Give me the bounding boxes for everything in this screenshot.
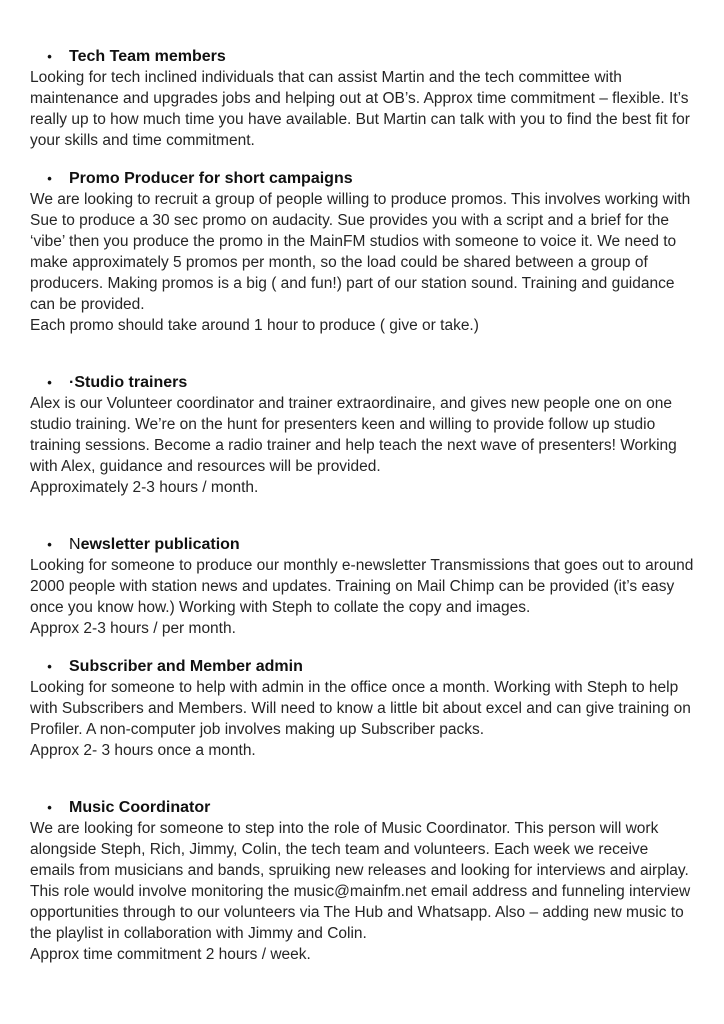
role-heading xyxy=(30,46,694,67)
bullet-icon: • xyxy=(47,800,52,815)
role-sections-list xyxy=(30,46,694,965)
paragraph: We are looking to recruit a group of people willing to produce promos. This involves working with Sue to produce a 30 sec promo on audacity. Sue provides you with a script and a brief for the ‘vibe’ then you produce the promo in the MainFM studios with someone to voice it. We need to make approximately 5 promos per month, so the load could be shared between a group of producers. Making promos is a big ( and fun!) part of our station sound. Training and guidance can be provided. xyxy=(30,191,691,313)
bullet-icon: • xyxy=(47,49,52,64)
role-title xyxy=(69,797,210,818)
bullet-icon: • xyxy=(47,375,52,390)
role-title-text: Promo Producer for short campaigns xyxy=(69,170,353,187)
paragraph: We are looking for someone to step into the role of Music Coordinator. This person will work alongside Steph, Rich, Jimmy, Colin, the tech team and volunteers. Each week we receive emails from musicians and bands, spruiking new releases and looking for interviews and airplay. This role would involve monitoring the music@mainfm.net email address and funneling interview opportunities through to our volunteers via The Hub and Whatsapp. Also – adding new music to the playlist in collaboration with Jimmy and Colin. xyxy=(30,820,691,942)
paragraph: Approx time commitment 2 hours / week. xyxy=(30,946,311,963)
role-section xyxy=(30,168,694,336)
role-title-text: ewsletter publication xyxy=(80,536,240,553)
role-title xyxy=(69,372,187,393)
role-heading xyxy=(30,168,694,189)
role-title-text: Tech Team members xyxy=(69,48,226,65)
role-title xyxy=(69,534,240,555)
paragraph: Looking for someone to produce our monthly e-newsletter Transmissions that goes out to around 2000 people with station news and updates. Training on Mail Chimp can be provided (it’s easy once you know how.) Working with Steph to collate the copy and images. xyxy=(30,557,694,616)
bullet-icon: • xyxy=(47,659,52,674)
paragraph: Looking for someone to help with admin in the office once a month. Working with Steph to help with Subscribers and Members. Will need to know a little bit about excel and can give training on Profiler. A non-computer job involves making up Subscriber packs. xyxy=(30,679,691,738)
bullet-icon: • xyxy=(47,537,52,552)
role-heading xyxy=(30,797,694,818)
role-heading xyxy=(30,372,694,393)
role-section xyxy=(30,534,694,639)
role-section xyxy=(30,46,694,151)
role-heading xyxy=(30,656,694,677)
paragraph: Each promo should take around 1 hour to produce ( give or take.) xyxy=(30,317,479,334)
role-description xyxy=(30,67,694,151)
role-title-text: ·Studio trainers xyxy=(69,374,188,391)
role-section xyxy=(30,372,694,498)
role-title xyxy=(69,46,226,67)
role-section xyxy=(30,656,694,761)
paragraph: Alex is our Volunteer coordinator and trainer extraordinaire, and gives new people one on one studio training. We’re on the hunt for presenters keen and willing to provide follow up studio training sessions. Become a radio trainer and help teach the next wave of presenters! Working with Alex, guidance and resources will be provided. xyxy=(30,395,677,475)
paragraph: Looking for tech inclined individuals that can assist Martin and the tech committee with maintenance and upgrades jobs and helping out at OB’s. Approx time commitment – flexible. It’s really up to how much time you have available. But Martin can talk with you to find the best fit for your skills and time commitment. xyxy=(30,69,690,149)
role-description xyxy=(30,189,694,336)
paragraph: Approx 2- 3 hours once a month. xyxy=(30,742,256,759)
paragraph: Approx 2-3 hours / per month. xyxy=(30,620,236,637)
role-description xyxy=(30,677,694,761)
role-title-prefix: N xyxy=(69,536,81,553)
role-description xyxy=(30,555,694,639)
bullet-icon: • xyxy=(47,171,52,186)
role-heading xyxy=(30,534,694,555)
role-title-text: Subscriber and Member admin xyxy=(69,658,303,675)
role-description xyxy=(30,393,694,498)
role-title xyxy=(69,656,303,677)
paragraph: Approximately 2-3 hours / month. xyxy=(30,479,259,496)
role-title xyxy=(69,168,353,189)
role-description xyxy=(30,818,694,965)
role-title-text: Music Coordinator xyxy=(69,799,211,816)
role-section xyxy=(30,797,694,965)
